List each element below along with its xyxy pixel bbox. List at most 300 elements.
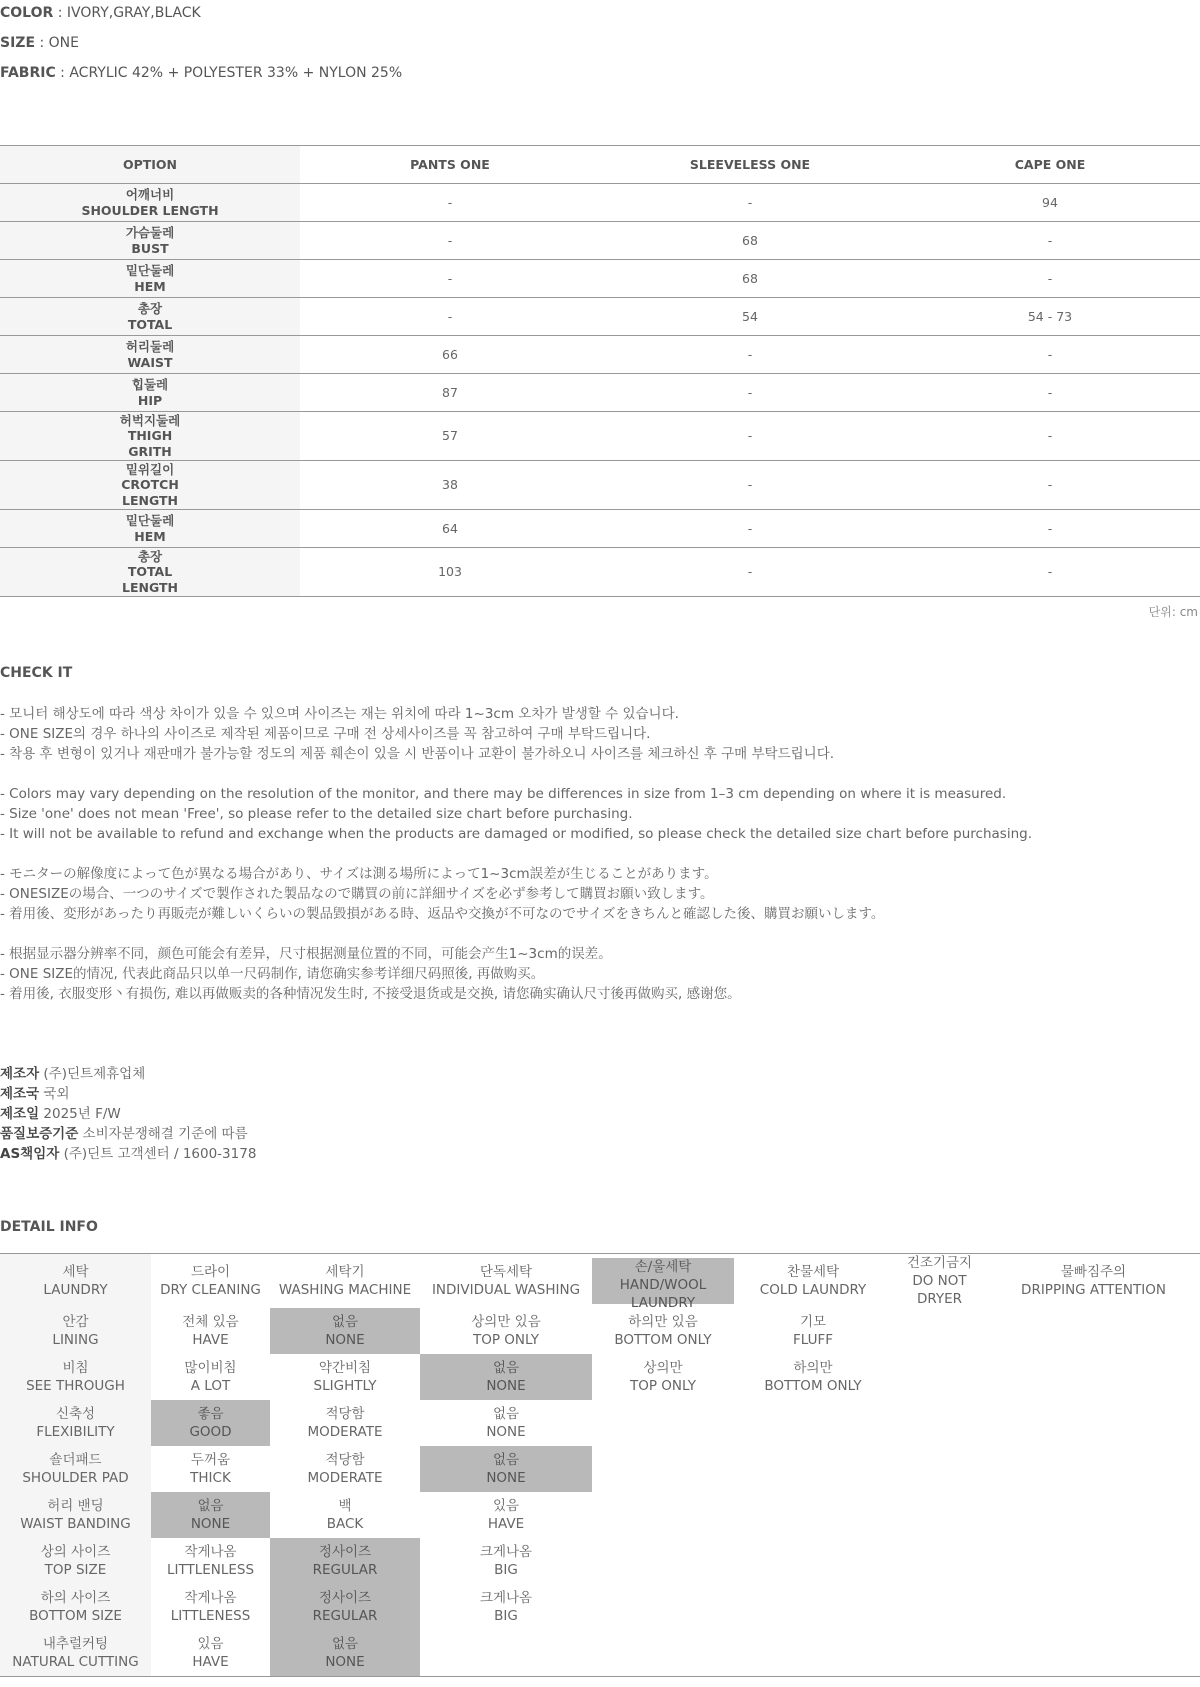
- size-row-label-ko: 밑단둘레: [125, 513, 175, 528]
- detail-option-line: NONE: [486, 1424, 526, 1440]
- detail-row: [0, 1630, 1200, 1677]
- detail-option-chip: [764, 1359, 861, 1395]
- size-value-cell: 38: [300, 461, 600, 510]
- check-group: [0, 864, 1032, 924]
- size-row: [0, 374, 1200, 412]
- detail-label-line: FLEXIBILITY: [36, 1424, 115, 1440]
- detail-empty-cell: [987, 1400, 1200, 1446]
- detail-label-line: 신축성: [55, 1406, 96, 1422]
- size-value-cell: -: [900, 412, 1200, 461]
- size-row-label: [0, 336, 300, 374]
- detail-option-line: 전체 있음: [182, 1314, 239, 1330]
- size-value-cell: -: [300, 222, 600, 260]
- detail-info-title: DETAIL INFO: [0, 1219, 98, 1235]
- detail-row-label: [0, 1354, 151, 1400]
- size-value-cell: -: [900, 510, 1200, 548]
- detail-option-chip: [182, 1313, 238, 1349]
- detail-row-label: [0, 1630, 151, 1677]
- spec-line: [0, 3, 201, 23]
- detail-row: [0, 1584, 1200, 1630]
- detail-option-chip: [480, 1543, 532, 1579]
- detail-option-chip: [480, 1589, 532, 1625]
- detail-option-line: 좋음: [197, 1406, 224, 1422]
- maker-line: [0, 1104, 256, 1124]
- detail-empty-cell: [892, 1354, 987, 1400]
- maker-info: [0, 1064, 256, 1164]
- size-row: [0, 298, 1200, 336]
- detail-option: [151, 1254, 270, 1309]
- detail-option-line: HAVE: [192, 1654, 229, 1670]
- detail-empty-cell: [592, 1538, 734, 1584]
- size-row-label-en: TOTAL LENGTH: [122, 564, 178, 595]
- detail-option: [734, 1354, 892, 1400]
- detail-option-line: 없음: [492, 1360, 520, 1376]
- size-row: [0, 461, 1200, 510]
- unit-note: 단위: cm: [1148, 605, 1198, 619]
- detail-option-chip: [151, 1400, 270, 1446]
- detail-option: [892, 1254, 987, 1309]
- detail-option-line: WASHING MACHINE: [278, 1282, 412, 1298]
- size-row-label: [0, 222, 300, 260]
- detail-option-line: MODERATE: [307, 1424, 383, 1440]
- detail-option-chip: [308, 1451, 383, 1487]
- detail-empty-cell: [892, 1538, 987, 1584]
- size-row: [0, 412, 1200, 461]
- size-value-cell: -: [300, 260, 600, 298]
- detail-option-line: NONE: [486, 1470, 526, 1486]
- detail-option-line: 없음: [331, 1636, 359, 1652]
- spec-value: : ACRYLIC 42% + POLYESTER 33% + NYLON 25%: [55, 65, 403, 81]
- detail-option-line: 기모: [799, 1314, 827, 1330]
- detail-label-line: NATURAL CUTTING: [12, 1654, 139, 1670]
- size-row-label-en: THIGH GRITH: [127, 428, 173, 459]
- detail-empty-cell: [734, 1630, 892, 1677]
- detail-option: [151, 1538, 270, 1584]
- maker-key: 제조일: [0, 1106, 40, 1122]
- check-line: - モニターの解像度によって色が異なる場合があり、サイズは測る場所によって1~3cm誤差が生じることがあります。: [0, 866, 718, 882]
- check-line: - 着用後、変形があったり再販売が難しいくらいの製品毀損がある時、返品や交換が不可なのでサイズをきちんと確認した後、購買お願いします。: [0, 906, 885, 922]
- detail-option-line: BOTTOM ONLY: [614, 1332, 712, 1348]
- detail-option-line: LITTLENESS: [170, 1608, 251, 1624]
- size-table-header: [0, 146, 1200, 184]
- maker-line: [0, 1064, 256, 1084]
- detail-option-line: 상의만 있음: [471, 1314, 541, 1330]
- detail-empty-cell: [987, 1492, 1200, 1538]
- check-line: - 根据显示器分辨率不同，颜色可能会有差异，尺寸根据测量位置的不同，可能会产生1~3cm的误差。: [0, 946, 612, 962]
- spec-line: [0, 63, 402, 83]
- detail-option-line: 드라이: [190, 1264, 231, 1280]
- detail-option: [987, 1254, 1200, 1309]
- size-row-label-ko: 밑단둘레: [125, 263, 175, 278]
- size-value-cell: 64: [300, 510, 600, 548]
- detail-label-line: BOTTOM SIZE: [29, 1608, 122, 1624]
- maker-value: 국외: [39, 1086, 70, 1102]
- detail-empty-cell: [892, 1584, 987, 1630]
- detail-option-line: TOP ONLY: [629, 1378, 696, 1394]
- detail-row-label: [0, 1492, 151, 1538]
- detail-label-line: 비침: [62, 1360, 89, 1376]
- detail-option-chip: [630, 1359, 696, 1395]
- size-value-cell: 103: [300, 548, 600, 597]
- check-line: - 着用後, 衣服变形丶有损伤, 难以再做贩卖的各种情况发生时, 不接受退货或是交换, 请您确实确认尺寸後再做购买, 感谢您。: [0, 986, 741, 1002]
- detail-option-chip: [270, 1630, 420, 1676]
- detail-option-selected: [270, 1630, 420, 1677]
- size-row-label-en: HEM: [134, 528, 166, 544]
- maker-value: 소비자분쟁해결 기준에 따름: [78, 1126, 248, 1142]
- detail-empty-cell: [734, 1446, 892, 1492]
- detail-row: [0, 1354, 1200, 1400]
- detail-row: [0, 1400, 1200, 1446]
- detail-option: [270, 1254, 420, 1309]
- detail-option-chip: [308, 1405, 383, 1441]
- detail-empty-cell: [592, 1630, 734, 1677]
- detail-option-line: 크게나옴: [479, 1590, 533, 1606]
- detail-label-line: 하의 사이즈: [40, 1590, 111, 1606]
- detail-empty-cell: [892, 1308, 987, 1354]
- size-row: [0, 548, 1200, 597]
- size-row: [0, 260, 1200, 298]
- detail-option-chip: [471, 1313, 541, 1349]
- detail-option-line: 적당함: [325, 1406, 365, 1422]
- detail-option: [151, 1308, 270, 1354]
- detail-option-line: 있음: [197, 1636, 224, 1652]
- detail-empty-cell: [892, 1446, 987, 1492]
- detail-option-line: THICK: [190, 1470, 231, 1486]
- detail-option-chip: [151, 1492, 270, 1538]
- size-row-label-en: SHOULDER LENGTH: [81, 202, 219, 218]
- detail-label-line: 숄더패드: [49, 1452, 102, 1468]
- size-value-cell: -: [900, 374, 1200, 412]
- detail-option-chip: [270, 1308, 420, 1354]
- detail-option-line: REGULAR: [312, 1562, 378, 1578]
- detail-option-line: 없음: [492, 1452, 520, 1468]
- detail-option-chip: [270, 1584, 420, 1630]
- detail-option-line: 약간비침: [318, 1360, 372, 1376]
- detail-option-selected: [270, 1584, 420, 1630]
- size-row-label: [0, 374, 300, 412]
- size-row: [0, 510, 1200, 548]
- detail-empty-cell: [592, 1446, 734, 1492]
- detail-empty-cell: [892, 1492, 987, 1538]
- detail-row: [0, 1446, 1200, 1492]
- detail-row: [0, 1538, 1200, 1584]
- detail-option: [734, 1254, 892, 1309]
- size-row-label-en: HIP: [137, 392, 163, 408]
- size-value-cell: -: [600, 412, 900, 461]
- check-line: - Colors may vary depending on the resolution of the monitor, and there may be differences in size from 1–3 cm depending on where it is measured.: [0, 786, 1007, 802]
- detail-option-line: 손/울세탁: [634, 1259, 692, 1275]
- spec-value: : ONE: [35, 35, 79, 51]
- detail-option-selected: [420, 1446, 592, 1492]
- detail-option-line: 있음: [492, 1498, 520, 1514]
- detail-option-line: 정사이즈: [318, 1544, 372, 1560]
- detail-option-line: DRY CLEANING: [160, 1282, 261, 1298]
- check-line: - Size 'one' does not mean 'Free', so please refer to the detailed size chart before purchasing.: [0, 806, 633, 822]
- detail-option: [420, 1492, 592, 1538]
- check-line: - ONESIZEの場合、一つのサイズで製作された製品なので購買の前に詳細サイズを必ず参考して購買お願い致します。: [0, 886, 714, 902]
- detail-option-line: A LOT: [190, 1378, 231, 1394]
- maker-value: (주)딘트제휴업체: [39, 1066, 146, 1082]
- size-row-label: [0, 548, 300, 597]
- maker-line: [0, 1144, 256, 1164]
- detail-option: [592, 1308, 734, 1354]
- detail-label-line: 허리 밴딩: [47, 1498, 104, 1514]
- detail-row-label: [0, 1584, 151, 1630]
- detail-empty-cell: [892, 1400, 987, 1446]
- detail-option: [420, 1400, 592, 1446]
- detail-option-line: HAND/WOOL: [619, 1277, 707, 1293]
- detail-option-chip: [279, 1263, 411, 1299]
- check-line: - It will not be available to refund and exchange when the products are damaged or modified, so please check the detailed size chart before purchasing.: [0, 826, 1032, 842]
- detail-option-selected: [270, 1308, 420, 1354]
- detail-label-line: LAUNDRY: [43, 1282, 108, 1298]
- detail-option-chip: [592, 1258, 734, 1311]
- detail-option-chip: [614, 1313, 711, 1349]
- detail-option: [151, 1354, 270, 1400]
- spec-value: : IVORY,GRAY,BLACK: [53, 5, 201, 21]
- size-value-cell: -: [900, 548, 1200, 597]
- detail-option-line: NONE: [486, 1378, 526, 1394]
- detail-empty-cell: [987, 1308, 1200, 1354]
- detail-option-line: 하의만 있음: [628, 1314, 698, 1330]
- detail-option-selected: [592, 1254, 734, 1309]
- detail-option-line: 작게나옴: [184, 1544, 237, 1560]
- detail-option-line: 하의만: [793, 1360, 833, 1376]
- detail-option-line: GOOD: [189, 1424, 232, 1440]
- detail-option-line: 상의만: [643, 1360, 683, 1376]
- detail-option-line: 건조기금지: [906, 1255, 973, 1271]
- detail-option-selected: [420, 1354, 592, 1400]
- detail-option-line: 적당함: [325, 1452, 365, 1468]
- size-row-label-ko: 허벅지둘레: [119, 412, 181, 428]
- check-line: - 착용 후 변형이 있거나 재판매가 불가능할 정도의 제품 훼손이 있을 시 반품이나 교환이 불가하오니 사이즈를 체크하신 후 구매 부탁드립니다.: [0, 746, 835, 762]
- detail-option-line: 물빠짐주의: [1060, 1264, 1127, 1280]
- check-line: - ONE SIZE的情况, 代表此商品只以单一尺码制作, 请您确实参考详细尺码照後, 再做购买。: [0, 966, 545, 982]
- spec-key: SIZE: [0, 35, 36, 51]
- detail-label-line: SEE THROUGH: [26, 1378, 125, 1394]
- detail-option-line: DO NOT DRYER: [912, 1273, 967, 1307]
- detail-option-line: 작게나옴: [184, 1590, 237, 1606]
- detail-empty-cell: [892, 1630, 987, 1677]
- check-group: [0, 704, 1032, 764]
- detail-option-line: INDIVIDUAL WASHING: [431, 1282, 581, 1298]
- detail-label-line: LINING: [52, 1332, 99, 1348]
- check-it-notes: [0, 704, 1032, 1024]
- detail-empty-cell: [734, 1584, 892, 1630]
- detail-option-chip: [171, 1589, 251, 1625]
- size-value-cell: -: [900, 461, 1200, 510]
- maker-line: [0, 1084, 256, 1104]
- size-row: [0, 336, 1200, 374]
- size-value-cell: 87: [300, 374, 600, 412]
- size-value-cell: -: [600, 510, 900, 548]
- detail-option-line: REGULAR: [312, 1608, 378, 1624]
- size-value-cell: 68: [600, 222, 900, 260]
- detail-option-line: LAUNDRY: [630, 1295, 696, 1311]
- detail-empty-cell: [734, 1400, 892, 1446]
- detail-option-selected: [270, 1538, 420, 1584]
- detail-option-chip: [190, 1451, 231, 1487]
- detail-option-line: FLUFF: [792, 1332, 834, 1348]
- detail-option-chip: [420, 1354, 592, 1400]
- detail-option-line: NONE: [325, 1332, 365, 1348]
- detail-empty-cell: [592, 1584, 734, 1630]
- detail-label-line: WAIST BANDING: [20, 1516, 131, 1532]
- detail-empty-cell: [987, 1584, 1200, 1630]
- detail-empty-cell: [734, 1538, 892, 1584]
- detail-option: [734, 1308, 892, 1354]
- detail-option-selected: [151, 1492, 270, 1538]
- detail-option-line: MODERATE: [307, 1470, 383, 1486]
- size-value-cell: -: [600, 336, 900, 374]
- detail-empty-cell: [987, 1630, 1200, 1677]
- size-row-label-ko: 총장: [137, 548, 163, 564]
- detail-row: [0, 1254, 1200, 1309]
- check-group: [0, 784, 1032, 844]
- detail-empty-cell: [420, 1630, 592, 1677]
- size-row-label-ko: 총장: [137, 301, 163, 316]
- spec-key: COLOR: [0, 5, 54, 21]
- detail-option-line: 없음: [331, 1314, 359, 1330]
- detail-row-label: [0, 1538, 151, 1584]
- size-row: [0, 184, 1200, 222]
- size-row-label: [0, 184, 300, 222]
- detail-option: [420, 1538, 592, 1584]
- detail-option-line: TOP ONLY: [472, 1332, 539, 1348]
- size-row-label-ko: 밑위길이: [125, 461, 175, 477]
- detail-option-line: 찬물세탁: [786, 1264, 840, 1280]
- check-line: - 모니터 해상도에 따라 색상 차이가 있을 수 있으며 사이즈는 재는 위치에 따라 1~3cm 오차가 발생할 수 있습니다.: [0, 706, 679, 722]
- size-row-label-en: BUST: [131, 240, 169, 256]
- detail-option-chip: [892, 1254, 987, 1308]
- detail-option-chip: [486, 1405, 525, 1441]
- detail-row-label: [0, 1308, 151, 1354]
- size-row-label-en: HEM: [134, 278, 166, 294]
- detail-label-line: 내추럴커팅: [42, 1636, 109, 1652]
- size-value-cell: 54 - 73: [900, 298, 1200, 336]
- detail-option-chip: [432, 1263, 580, 1299]
- size-row-label-ko: 힙둘레: [131, 377, 169, 392]
- size-row-label: [0, 510, 300, 548]
- maker-key: 품질보증기준: [0, 1126, 79, 1142]
- detail-option-line: NONE: [190, 1516, 231, 1532]
- detail-option-line: BIG: [494, 1608, 518, 1624]
- detail-empty-cell: [987, 1354, 1200, 1400]
- detail-option-line: BOTTOM ONLY: [764, 1378, 862, 1394]
- detail-empty-cell: [987, 1446, 1200, 1492]
- detail-label-line: TOP SIZE: [44, 1562, 107, 1578]
- detail-option-chip: [270, 1538, 420, 1584]
- spec-line: [0, 33, 79, 53]
- size-row-label-en: WAIST: [127, 354, 173, 370]
- detail-option-line: 크게나옴: [479, 1544, 533, 1560]
- detail-option-line: BACK: [326, 1516, 364, 1532]
- detail-option-chip: [160, 1263, 261, 1299]
- size-value-cell: -: [600, 374, 900, 412]
- size-row-label-ko: 어깨너비: [125, 187, 175, 202]
- detail-option: [420, 1308, 592, 1354]
- detail-option-chip: [420, 1446, 592, 1492]
- maker-key: AS책임자: [0, 1146, 60, 1162]
- check-line: - ONE SIZE의 경우 하나의 사이즈로 제작된 제품이므로 구매 전 상세사이즈를 꼭 참고하여 구매 부탁드립니다.: [0, 726, 651, 742]
- size-row-label: [0, 461, 300, 510]
- size-value-cell: 54: [600, 298, 900, 336]
- detail-option-line: 정사이즈: [318, 1590, 372, 1606]
- size-header-cell: SLEEVELESS ONE: [600, 146, 900, 184]
- detail-row: [0, 1492, 1200, 1538]
- detail-option-chip: [760, 1263, 866, 1299]
- size-value-cell: -: [300, 298, 600, 336]
- detail-label-line: 세탁: [62, 1264, 89, 1280]
- detail-option-line: 많이비침: [184, 1360, 237, 1376]
- detail-option-chip: [192, 1635, 228, 1671]
- detail-option-line: 세탁기: [325, 1264, 365, 1280]
- size-header-cell: PANTS ONE: [300, 146, 600, 184]
- detail-option-line: 두꺼움: [190, 1452, 231, 1468]
- detail-label-line: 안감: [62, 1314, 89, 1330]
- detail-option-selected: [151, 1400, 270, 1446]
- detail-option-chip: [167, 1543, 254, 1579]
- detail-option: [151, 1630, 270, 1677]
- detail-empty-cell: [592, 1400, 734, 1446]
- detail-option-line: NONE: [325, 1654, 365, 1670]
- detail-row: [0, 1308, 1200, 1354]
- detail-option: [270, 1446, 420, 1492]
- size-row-label-ko: 가슴둘레: [125, 225, 175, 240]
- size-row-label: [0, 412, 300, 461]
- detail-option-line: LITTLENLESS: [166, 1562, 255, 1578]
- detail-option-chip: [1021, 1263, 1166, 1299]
- detail-option: [270, 1492, 420, 1538]
- detail-option-line: DRIPPING ATTENTION: [1021, 1282, 1166, 1298]
- detail-option-line: HAVE: [192, 1332, 229, 1348]
- detail-label-line: 상의 사이즈: [40, 1544, 111, 1560]
- detail-option-line: 단독세탁: [479, 1264, 533, 1280]
- detail-option-line: 없음: [197, 1498, 224, 1514]
- size-row: [0, 222, 1200, 260]
- size-value-cell: -: [900, 222, 1200, 260]
- size-row-label-en: TOTAL: [127, 316, 173, 332]
- size-value-cell: -: [300, 184, 600, 222]
- check-it-title: CHECK IT: [0, 665, 73, 681]
- detail-option-chip: [184, 1359, 236, 1395]
- maker-key: 제조국: [0, 1086, 40, 1102]
- detail-row-label: [0, 1254, 151, 1309]
- maker-value: 2025년 F/W: [39, 1106, 121, 1122]
- detail-option: [420, 1584, 592, 1630]
- size-value-cell: -: [900, 260, 1200, 298]
- detail-option-line: 없음: [492, 1406, 520, 1422]
- detail-option: [151, 1584, 270, 1630]
- detail-info-table: [0, 1253, 1200, 1677]
- detail-option-line: HAVE: [487, 1516, 525, 1532]
- detail-row-label: [0, 1446, 151, 1492]
- detail-option-line: BIG: [494, 1562, 518, 1578]
- detail-empty-cell: [987, 1538, 1200, 1584]
- size-value-cell: 57: [300, 412, 600, 461]
- detail-option-chip: [314, 1359, 377, 1395]
- size-row-label-en: CROTCH LENGTH: [121, 477, 179, 508]
- size-header-cell: CAPE ONE: [900, 146, 1200, 184]
- size-value-cell: 68: [600, 260, 900, 298]
- detail-option: [270, 1354, 420, 1400]
- detail-option-chip: [488, 1497, 524, 1533]
- detail-option-line: SLIGHTLY: [313, 1378, 377, 1394]
- maker-line: [0, 1124, 256, 1144]
- detail-empty-cell: [592, 1492, 734, 1538]
- detail-option: [151, 1446, 270, 1492]
- detail-option-line: COLD LAUNDRY: [759, 1282, 867, 1298]
